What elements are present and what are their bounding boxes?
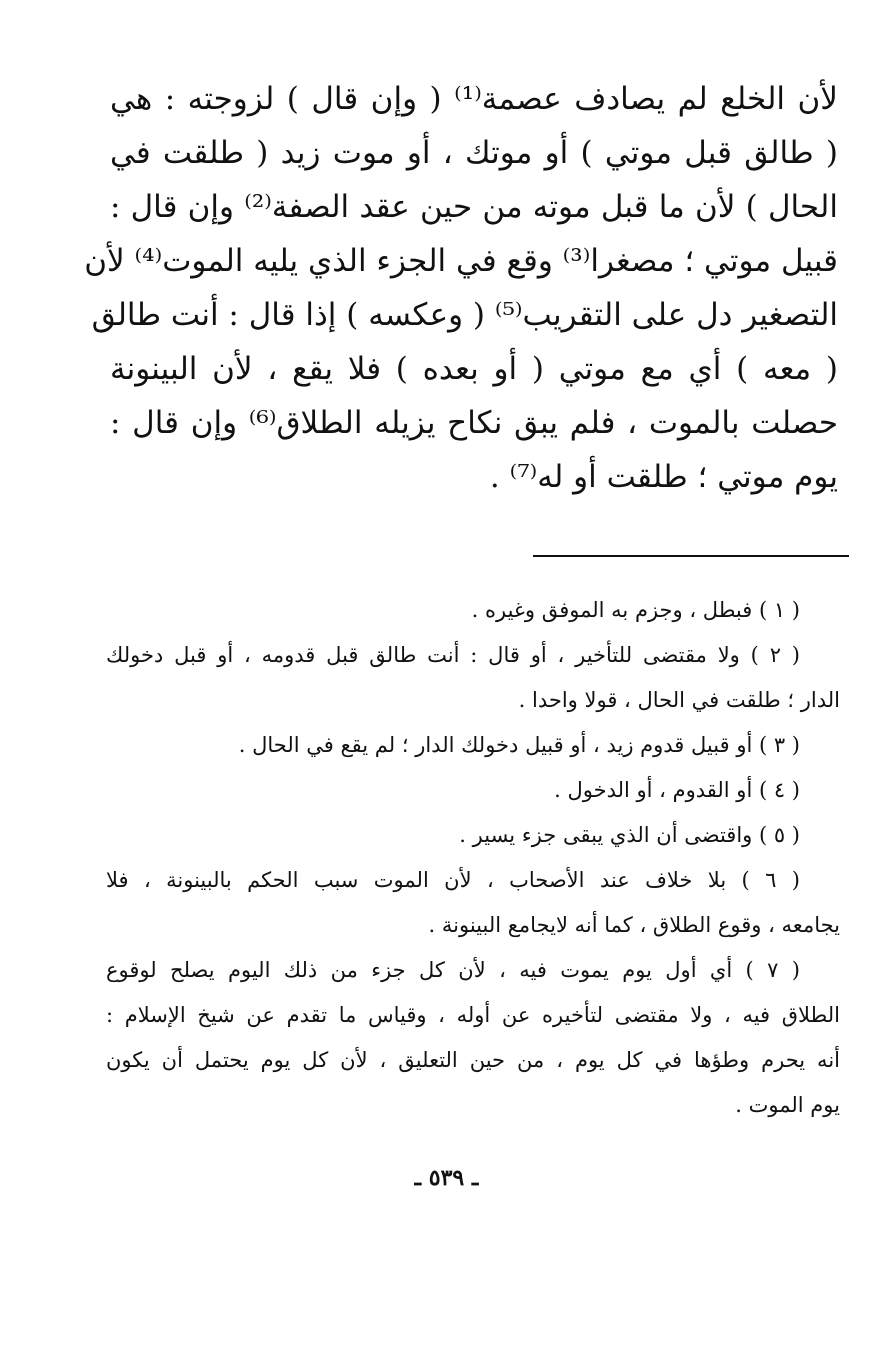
footnote-divider — [533, 555, 849, 557]
main-text-line: قبيل موتي ؛ مصغرا⁽³⁾ وقع في الجزء الذي يليه الموت⁽⁴⁾ لأن — [84, 243, 838, 279]
footnote-line: ( ٦ ) بلا خلاف عند الأصحاب ، لأن الموت سبب الحكم بالبينونة ، فلا — [106, 868, 800, 892]
footnote-line: أنه يحرم وطؤها في كل يوم ، من حين التعليق ، لأن كل يوم يحتمل أن يكون — [106, 1048, 840, 1072]
footnote-line: يوم الموت . — [735, 1093, 840, 1117]
main-text-line: يوم موتي ؛ طلقت أو له⁽⁷⁾ . — [489, 459, 838, 495]
footnote-line: الطلاق فيه ، ولا مقتضى لتأخيره عن أوله ، وقياس ما تقدم عن شيخ الإسلام : — [106, 1003, 840, 1027]
footnote-line: يجامعه ، وقوع الطلاق ، كما أنه لايجامع البينونة . — [428, 913, 840, 937]
main-text-line: لأن الخلع لم يصادف عصمة⁽¹⁾ ( وإن قال ) لزوجته : هي — [110, 81, 838, 117]
footnote-4 — [106, 768, 840, 813]
main-text-line: التصغير دل على التقريب⁽⁵⁾ ( وعكسه ) إذا قال : أنت طالق — [91, 297, 838, 333]
footnote-6 — [106, 858, 840, 948]
main-text-line: ( معه ) أي مع موتي ( أو بعده ) فلا يقع ، لأن البينونة — [110, 351, 838, 387]
footnote-2 — [106, 633, 840, 723]
main-text-line: ( طالق قبل موتي ) أو موتك ، أو موت زيد ( طلقت في — [110, 135, 838, 171]
footnote-line: ( ٢ ) ولا مقتضى للتأخير ، أو قال : أنت طالق قبل قدومه ، أو قبل دخولك — [106, 643, 800, 667]
main-text-line: حصلت بالموت ، فلم يبق نكاح يزيله الطلاق⁽⁶⁾ وإن قال : — [110, 405, 838, 441]
footnote-line: ( ٧ ) أي أول يوم يموت فيه ، لأن كل جزء من ذلك اليوم يصلح لوقوع — [106, 958, 800, 982]
footnote-line: ( ٣ ) أو قبيل قدوم زيد ، أو قبيل دخولك الدار ؛ لم يقع في الحال . — [238, 733, 800, 757]
footnote-line: الدار ؛ طلقت في الحال ، قولا واحدا . — [518, 688, 840, 712]
footnote-line: ( ٤ ) أو القدوم ، أو الدخول . — [554, 778, 800, 802]
footnote-7 — [106, 948, 840, 1128]
footnote-5 — [106, 813, 840, 858]
footnote-3 — [106, 723, 840, 768]
footnote-line: ( ٥ ) واقتضى أن الذي يبقى جزء يسير . — [459, 823, 800, 847]
page-number: ـ ٥٣٩ ـ — [414, 1165, 479, 1191]
main-text-block — [84, 72, 838, 504]
footnotes-block — [106, 588, 840, 1128]
footnote-1 — [106, 588, 840, 633]
main-text-line: الحال ) لأن ما قبل موته من حين عقد الصفة⁽²⁾ وإن قال : — [110, 189, 838, 225]
footnote-line: ( ١ ) فبطل ، وجزم به الموفق وغيره . — [471, 598, 800, 622]
